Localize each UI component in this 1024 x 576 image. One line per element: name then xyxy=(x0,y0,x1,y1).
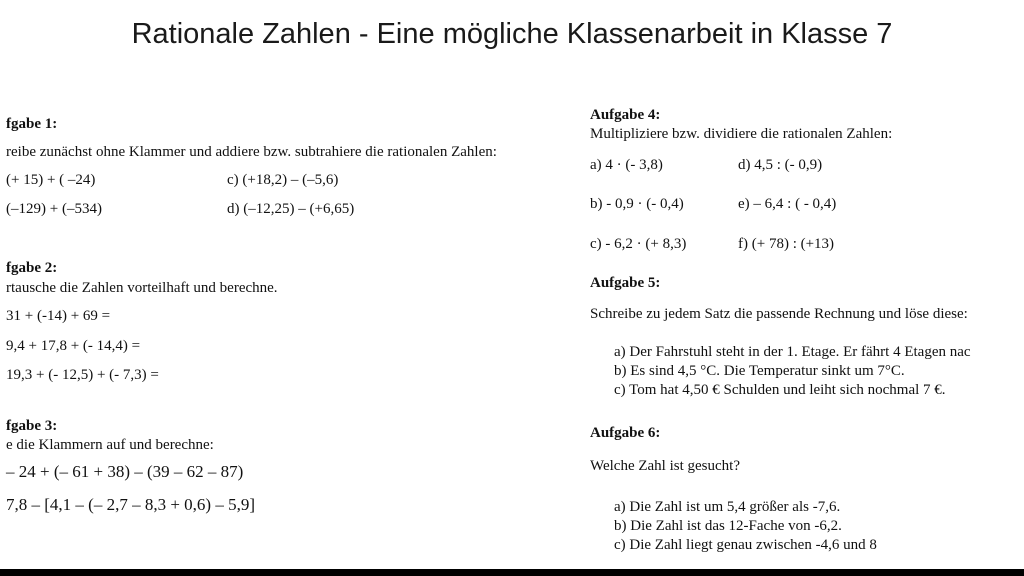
a4-item-e: e) – 6,4 : ( - 0,4) xyxy=(738,196,837,212)
a5-item-b: b) Es sind 4,5 °C. Die Temperatur sinkt um 7°C. xyxy=(614,363,905,379)
a3-item-b: 7,8 – [4,1 – (– 2,7 – 8,3 + 0,6) – 5,9] xyxy=(6,495,255,514)
a1-heading: fgabe 1: xyxy=(6,116,58,132)
a4-instruction: Multipliziere bzw. dividiere die rationalen Zahlen: xyxy=(590,126,893,142)
a2-item-a: 31 + (-14) + 69 = xyxy=(6,308,111,324)
a3-item-a: – 24 + (– 61 + 38) – (39 – 62 – 87) xyxy=(6,462,244,481)
a5-instruction: Schreibe zu jedem Satz die passende Rechnung und löse diese: xyxy=(590,306,968,322)
a6-instruction: Welche Zahl ist gesucht? xyxy=(590,458,740,474)
a2-instruction: rtausche die Zahlen vorteilhaft und berechne. xyxy=(6,280,278,296)
a4-item-c: c) - 6,2 · (+ 8,3) xyxy=(590,236,687,252)
a1-item-b: (–129) + (–534) xyxy=(6,201,102,217)
a3-heading: fgabe 3: xyxy=(6,418,58,434)
a1-instruction: reibe zunächst ohne Klammer und addiere bzw. subtrahiere die rationalen Zahlen: xyxy=(6,144,497,160)
a6-item-b: b) Die Zahl ist das 12-Fache von -6,2. xyxy=(614,518,842,534)
a3-instruction: e die Klammern auf und berechne: xyxy=(6,437,214,453)
a1-item-c: c) (+18,2) – (–5,6) xyxy=(227,172,339,188)
a6-item-a: a) Die Zahl ist um 5,4 größer als -7,6. xyxy=(614,499,841,515)
page-title: Rationale Zahlen - Eine mögliche Klassenarbeit in Klasse 7 xyxy=(131,18,893,50)
a1-item-a: (+ 15) + ( –24) xyxy=(6,172,96,188)
a5-heading: Aufgabe 5: xyxy=(590,275,661,291)
a2-item-c: 19,3 + (- 12,5) + (- 7,3) = xyxy=(6,367,159,383)
a6-heading: Aufgabe 6: xyxy=(590,425,661,441)
a2-heading: fgabe 2: xyxy=(6,260,58,276)
a4-item-f: f) (+ 78) : (+13) xyxy=(738,236,835,252)
a5-item-c: c) Tom hat 4,50 € Schulden und leiht sich nochmal 7 €. xyxy=(614,382,946,398)
a4-item-a: a) 4 · (- 3,8) xyxy=(590,157,663,173)
a4-item-d: d) 4,5 : (- 0,9) xyxy=(738,157,823,173)
a6-item-c: c) Die Zahl liegt genau zwischen -4,6 und 8 xyxy=(614,537,877,553)
a2-item-b: 9,4 + 17,8 + (- 14,4) = xyxy=(6,338,141,354)
a4-item-b: b) - 0,9 · (- 0,4) xyxy=(590,196,684,212)
a1-item-d: d) (–12,25) – (+6,65) xyxy=(227,201,355,217)
a4-heading: Aufgabe 4: xyxy=(590,107,661,123)
a5-item-a: a) Der Fahrstuhl steht in der 1. Etage. Er fährt 4 Etagen nac xyxy=(614,344,971,360)
bottom-bar xyxy=(0,569,1024,576)
